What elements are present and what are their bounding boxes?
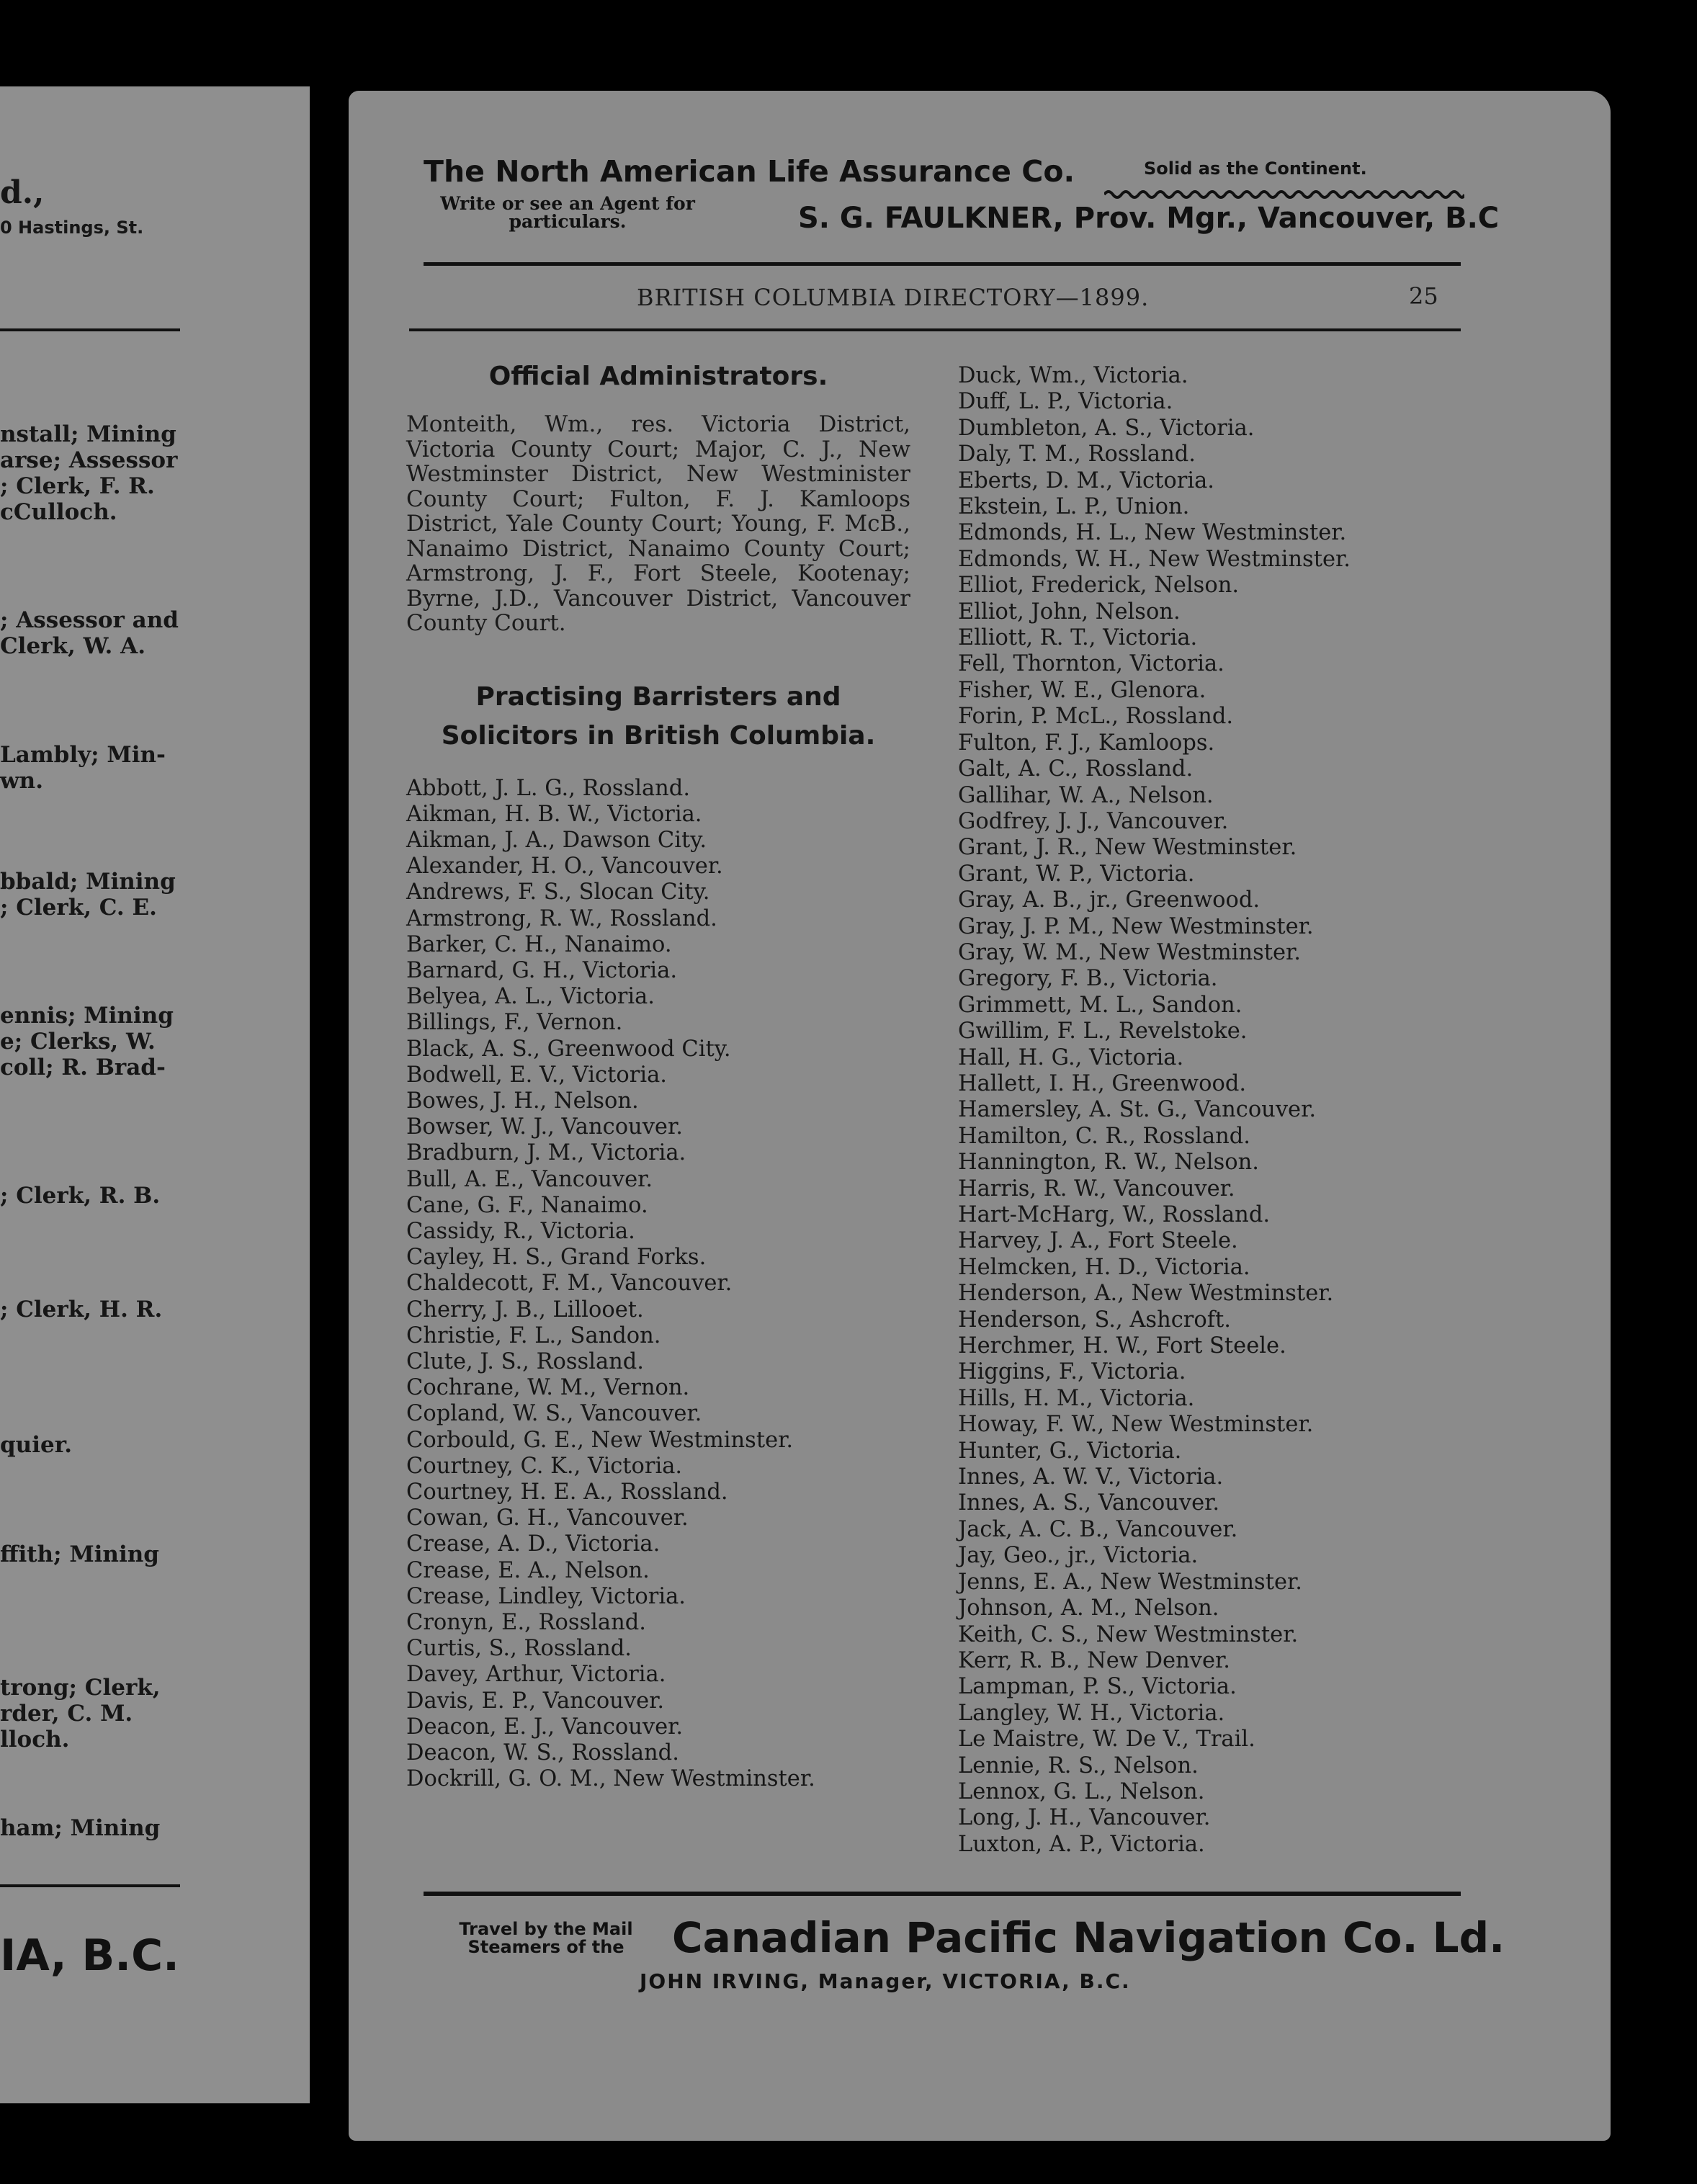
section-heading-administrators: Official Administrators. bbox=[488, 362, 828, 391]
list-item: Gallihar, W. A., Nelson. bbox=[958, 782, 1214, 808]
adjacent-text: wn. bbox=[0, 768, 44, 794]
section-heading-barristers: Practising Barristers and Solicitors in British Columbia. bbox=[441, 681, 876, 751]
list-item: Duff, L. P., Victoria. bbox=[958, 389, 1173, 415]
list-item: Deacon, E. J., Vancouver. bbox=[406, 1714, 684, 1740]
list-item: Harris, R. W., Vancouver. bbox=[958, 1176, 1235, 1201]
list-item: Elliot, Frederick, Nelson. bbox=[958, 573, 1240, 599]
ad-company-name: The North American Life Assurance Co. bbox=[424, 154, 1075, 189]
list-item: Lennox, G. L., Nelson. bbox=[958, 1778, 1205, 1804]
list-item: Bodwell, E. V., Victoria. bbox=[406, 1062, 667, 1088]
list-item: Hamersley, A. St. G., Vancouver. bbox=[958, 1097, 1317, 1123]
list-item: Godfrey, J. J., Vancouver. bbox=[958, 808, 1229, 834]
list-item: Edmonds, W. H., New Westminster. bbox=[958, 546, 1351, 572]
adjacent-text: 0 Hastings, St. bbox=[0, 218, 144, 238]
barristers-list-left bbox=[406, 776, 910, 1793]
list-item: Abbott, J. L. G., Rossland. bbox=[406, 775, 691, 801]
list-item: Duck, Wm., Victoria. bbox=[958, 363, 1188, 388]
page-number: 25 bbox=[1409, 282, 1438, 310]
list-item: Daly, T. M., Rossland. bbox=[958, 442, 1196, 467]
list-item: Crease, E. A., Nelson. bbox=[406, 1557, 650, 1583]
list-item: Henderson, S., Ashcroft. bbox=[958, 1307, 1231, 1333]
ad-note: Write or see an Agent for particulars. bbox=[440, 193, 695, 232]
list-item: Bradburn, J. M., Victoria. bbox=[406, 1140, 686, 1166]
adjacent-text: nstall; Mining bbox=[0, 421, 176, 447]
list-item: Gray, W. M., New Westminster. bbox=[958, 939, 1301, 965]
list-item: Hunter, G., Victoria. bbox=[958, 1438, 1182, 1464]
list-item: Corbould, G. E., New Westminster. bbox=[406, 1427, 794, 1453]
list-item: Gregory, F. B., Victoria. bbox=[958, 966, 1218, 992]
list-item: Clute, J. S., Rossland. bbox=[406, 1348, 645, 1374]
list-item: Chaldecott, F. M., Vancouver. bbox=[406, 1271, 733, 1297]
list-item: Deacon, W. S., Rossland. bbox=[406, 1740, 679, 1766]
adjacent-text: Clerk, W. A. bbox=[0, 633, 145, 659]
list-item: Langley, W. H., Victoria. bbox=[958, 1700, 1225, 1726]
adjacent-text: Lambly; Min- bbox=[0, 742, 166, 768]
list-item: Herchmer, H. W., Fort Steele. bbox=[958, 1333, 1286, 1359]
list-item: Johnson, A. M., Nelson. bbox=[958, 1596, 1219, 1621]
list-item: Christie, F. L., Sandon. bbox=[406, 1323, 661, 1348]
adjacent-text: quier. bbox=[0, 1432, 72, 1458]
adjacent-text: bbald; Mining bbox=[0, 869, 176, 895]
list-item: Billings, F., Vernon. bbox=[406, 1010, 623, 1036]
adjacent-text: arse; Assessor bbox=[0, 447, 178, 473]
barristers-list-right bbox=[958, 363, 1462, 1858]
adjacent-text: coll; R. Brad- bbox=[0, 1055, 166, 1080]
list-item: Lennie, R. S., Nelson. bbox=[958, 1753, 1199, 1778]
list-item: Fell, Thornton, Victoria. bbox=[958, 651, 1224, 677]
adjacent-rule bbox=[0, 1884, 180, 1887]
list-item: Henderson, A., New Westminster. bbox=[958, 1281, 1334, 1307]
list-item: Fulton, F. J., Kamloops. bbox=[958, 730, 1215, 756]
list-item: Eberts, D. M., Victoria. bbox=[958, 467, 1214, 493]
list-item: Hart-McHarg, W., Rossland. bbox=[958, 1202, 1271, 1227]
ad-travel-note: Travel by the Mail Steamers of the bbox=[459, 1919, 633, 1957]
adjacent-text: ; Clerk, C. E. bbox=[0, 895, 157, 921]
list-item: Aikman, H. B. W., Victoria. bbox=[406, 801, 702, 827]
right-column bbox=[958, 363, 1462, 1858]
adjacent-text: ; Clerk, H. R. bbox=[0, 1297, 163, 1323]
adjacent-text: trong; Clerk, bbox=[0, 1675, 161, 1701]
list-item: Keith, C. S., New Westminster. bbox=[958, 1621, 1299, 1647]
list-item: Cowan, G. H., Vancouver. bbox=[406, 1505, 689, 1531]
adjacent-text: ; Clerk, R. B. bbox=[0, 1183, 161, 1209]
list-item: Elliott, R. T., Victoria. bbox=[958, 625, 1198, 651]
list-item: Cane, G. F., Nanaimo. bbox=[406, 1192, 648, 1218]
list-item: Andrews, F. S., Slocan City. bbox=[406, 880, 710, 905]
list-item: Aikman, J. A., Dawson City. bbox=[406, 827, 707, 853]
list-item: Courtney, C. K., Victoria. bbox=[406, 1453, 683, 1479]
list-item: Innes, A. S., Vancouver. bbox=[958, 1490, 1220, 1516]
list-item: Hannington, R. W., Nelson. bbox=[958, 1150, 1259, 1176]
list-item: Alexander, H. O., Vancouver. bbox=[406, 854, 723, 880]
list-item: Luxton, A. P., Victoria. bbox=[958, 1831, 1205, 1857]
adjacent-text: ; Clerk, F. R. bbox=[0, 473, 155, 499]
list-item: Bowes, J. H., Nelson. bbox=[406, 1088, 639, 1114]
list-item: Hamilton, C. R., Rossland. bbox=[958, 1123, 1250, 1149]
list-item: Higgins, F., Victoria. bbox=[958, 1359, 1186, 1385]
list-item: Grimmett, M. L., Sandon. bbox=[958, 992, 1242, 1018]
list-item: Helmcken, H. D., Victoria. bbox=[958, 1254, 1250, 1280]
list-item: Belyea, A. L., Victoria. bbox=[406, 984, 655, 1010]
list-item: Lampman, P. S., Victoria. bbox=[958, 1674, 1237, 1700]
list-item: Copland, W. S., Vancouver. bbox=[406, 1401, 702, 1427]
adjacent-text: d., bbox=[0, 174, 45, 211]
ad-tagline: Solid as the Continent. bbox=[1144, 158, 1367, 179]
list-item: Cherry, J. B., Lillooet. bbox=[406, 1297, 644, 1323]
adjacent-rule bbox=[0, 328, 180, 331]
list-item: Innes, A. W. V., Victoria. bbox=[958, 1464, 1224, 1490]
list-item: Davis, E. P., Vancouver. bbox=[406, 1688, 665, 1714]
adjacent-text: ham; Mining bbox=[0, 1815, 161, 1841]
list-item: Kerr, R. B., New Denver. bbox=[958, 1647, 1230, 1673]
list-item: Elliot, John, Nelson. bbox=[958, 599, 1181, 625]
list-item: Dumbleton, A. S., Victoria. bbox=[958, 415, 1255, 441]
list-item: Grant, J. R., New Westminster. bbox=[958, 835, 1297, 861]
list-item: Gray, A. B., jr., Greenwood. bbox=[958, 887, 1261, 913]
list-item: Ekstein, L. P., Union. bbox=[958, 494, 1190, 520]
list-item: Barker, C. H., Nanaimo. bbox=[406, 931, 672, 957]
footer-rule bbox=[424, 1892, 1461, 1896]
list-item: Curtis, S., Rossland. bbox=[406, 1636, 632, 1662]
list-item: Black, A. S., Greenwood City. bbox=[406, 1036, 731, 1062]
list-item: Cassidy, R., Victoria. bbox=[406, 1218, 635, 1244]
wavy-rule-ornament bbox=[1104, 189, 1464, 200]
adjacent-text: ; Assessor and bbox=[0, 607, 179, 633]
list-item: Hallett, I. H., Greenwood. bbox=[958, 1070, 1247, 1096]
adjacent-text: rder, C. M. bbox=[0, 1701, 133, 1727]
adjacent-text: ennis; Mining bbox=[0, 1003, 174, 1029]
list-item: Cayley, H. S., Grand Forks. bbox=[406, 1245, 707, 1271]
list-item: Cronyn, E., Rossland. bbox=[406, 1610, 646, 1635]
list-item: Bowser, W. J., Vancouver. bbox=[406, 1114, 683, 1140]
running-head-rule bbox=[409, 328, 1461, 331]
list-item: Gwillim, F. L., Revelstoke. bbox=[958, 1019, 1248, 1044]
adjacent-page bbox=[0, 86, 310, 2103]
list-item: Davey, Arthur, Victoria. bbox=[406, 1662, 666, 1688]
list-item: Long, J. H., Vancouver. bbox=[958, 1805, 1211, 1831]
list-item: Crease, A. D., Victoria. bbox=[406, 1531, 661, 1557]
list-item: Grant, W. P., Victoria. bbox=[958, 861, 1195, 887]
list-item: Armstrong, R. W., Rossland. bbox=[406, 905, 717, 931]
list-item: Howay, F. W., New Westminster. bbox=[958, 1412, 1314, 1438]
ad-manager: JOHN IRVING, Manager, VICTORIA, B.C. bbox=[640, 1969, 1131, 1993]
list-item: Courtney, H. E. A., Rossland. bbox=[406, 1479, 728, 1505]
adjacent-text: ffith; Mining bbox=[0, 1541, 159, 1567]
adjacent-footer: IA, B.C. bbox=[0, 1930, 179, 1981]
running-head: BRITISH COLUMBIA DIRECTORY—1899. bbox=[637, 284, 1150, 311]
list-item: Le Maistre, W. De V., Trail. bbox=[958, 1727, 1255, 1753]
footer-advertisement bbox=[424, 1913, 1540, 2014]
directory-page bbox=[349, 91, 1611, 2141]
list-item: Fisher, W. E., Glenora. bbox=[958, 677, 1206, 703]
list-item: Forin, P. McL., Rossland. bbox=[958, 704, 1234, 730]
adjacent-text: e; Clerks, W. bbox=[0, 1029, 156, 1055]
left-column bbox=[406, 357, 910, 1792]
list-item: Gray, J. P. M., New Westminster. bbox=[958, 913, 1314, 939]
list-item: Jenns, E. A., New Westminster. bbox=[958, 1569, 1302, 1595]
adjacent-text: lloch. bbox=[0, 1727, 70, 1753]
adjacent-text: cCulloch. bbox=[0, 499, 117, 525]
list-item: Jay, Geo., jr., Victoria. bbox=[958, 1543, 1199, 1569]
list-item: Hall, H. G., Victoria. bbox=[958, 1044, 1184, 1070]
ad-agent: S. G. FAULKNER, Prov. Mgr., Vancouver, B.C bbox=[798, 202, 1500, 235]
administrators-text: Monteith, Wm., res. Victoria District, Victoria County Court; Major, C. J., New Westminster District, New Westminister County Court; Fulton, F. J. Kamloops District, Yale County Court; Young, F. McB., Nanaimo District, Nanaimo County Court; Armstrong, J. F., Fort Steele, Kootenay; Byrne, J.D., Vancouver District, Vancouver County Court. bbox=[406, 411, 910, 636]
list-item: Dockrill, G. O. M., New Westminster. bbox=[406, 1766, 815, 1792]
list-item: Crease, Lindley, Victoria. bbox=[406, 1583, 686, 1609]
list-item: Galt, A. C., Rossland. bbox=[958, 756, 1194, 782]
list-item: Hills, H. M., Victoria. bbox=[958, 1385, 1195, 1411]
list-item: Barnard, G. H., Victoria. bbox=[406, 957, 678, 983]
list-item: Harvey, J. A., Fort Steele. bbox=[958, 1228, 1238, 1254]
header-rule bbox=[424, 262, 1461, 266]
list-item: Bull, A. E., Vancouver. bbox=[406, 1166, 653, 1192]
list-item: Edmonds, H. L., New Westminster. bbox=[958, 520, 1347, 546]
list-item: Jack, A. C. B., Vancouver. bbox=[958, 1516, 1238, 1542]
list-item: Cochrane, W. M., Vernon. bbox=[406, 1375, 690, 1401]
ad-navigation-company: Canadian Pacific Navigation Co. Ld. bbox=[672, 1913, 1505, 1962]
